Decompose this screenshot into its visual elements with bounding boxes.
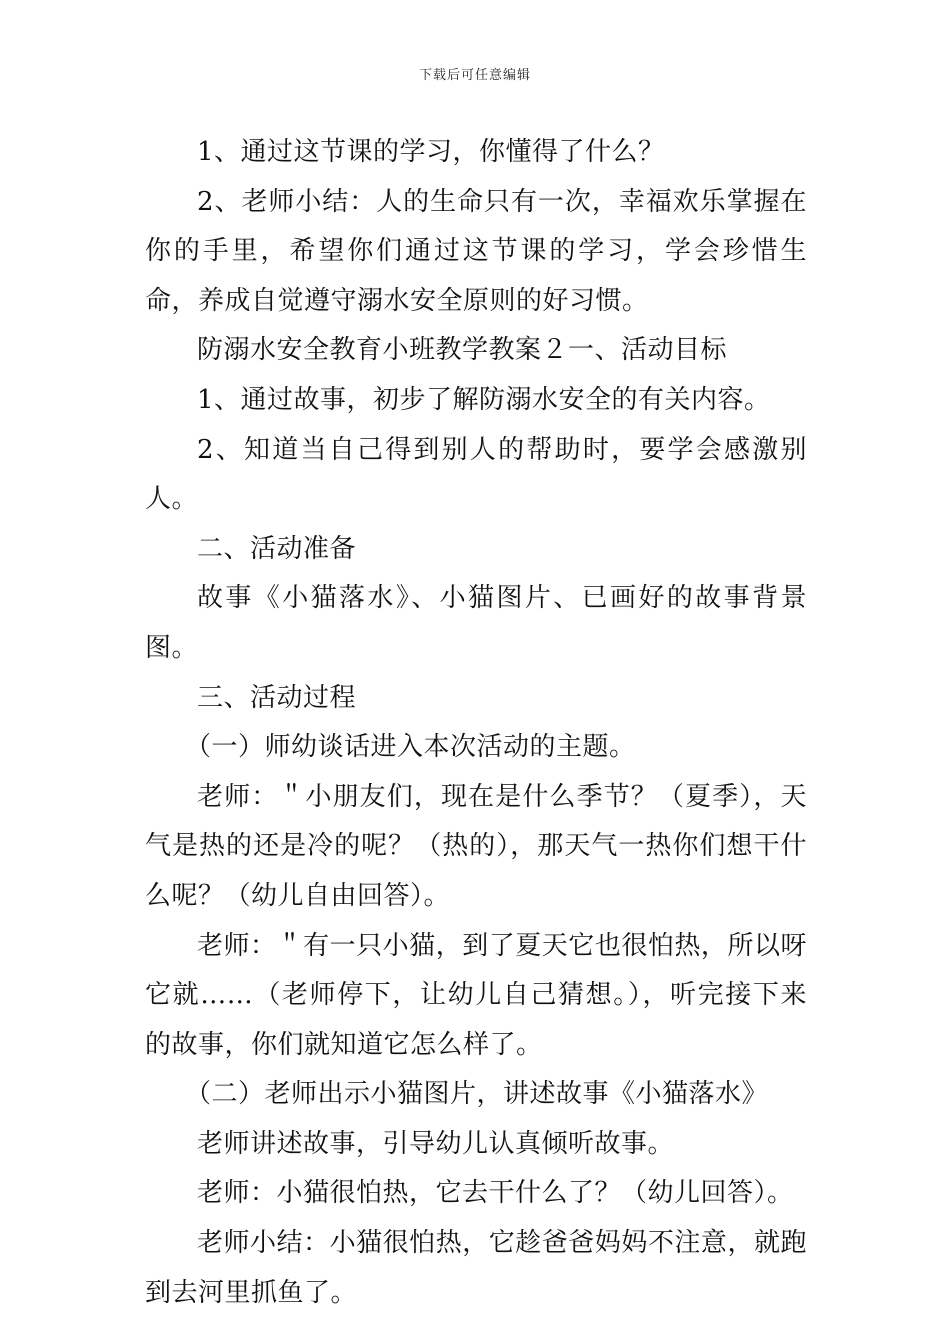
- paragraph-1: 1、通过这节课的学习，你懂得了什么？: [197, 137, 665, 167]
- paragraph-15: 老师小结：小猫很怕热，它趁爸爸妈妈不注意，就跑到去河里抓鱼了。: [145, 1228, 807, 1308]
- paragraph-9: （一）师幼谈话进入本次活动的主题。: [185, 732, 636, 763]
- paragraph-12: （二）老师出示小猫图片，讲述故事《小猫落水》: [185, 1079, 769, 1110]
- paragraph-4: 1、通过故事，初步了解防溺水安全的有关内容。: [197, 384, 771, 415]
- paragraph-3: 防溺水安全教育小班教学教案２一、活动目标: [197, 335, 728, 366]
- paragraph-5: 2、知道当自己得到别人的帮助时，要学会感激别人。: [145, 434, 807, 515]
- page-header-note: 下载后可任意编辑: [418, 68, 531, 83]
- paragraph-13: 老师讲述故事，引导幼儿认真倾听故事。: [197, 1128, 675, 1159]
- paragraph-2: 2、老师小结：人的生命只有一次，幸福欢乐掌握在你的手里，希望你们通过这节课的学习，学会珍惜生命，养成自觉遵守溺水安全原则的好习惯。: [145, 186, 807, 316]
- paragraph-6: 二、活动准备: [197, 533, 357, 564]
- paragraph-7: 故事《小猫落水》、小猫图片、已画好的故事背景图。: [145, 583, 807, 663]
- document-body: [145, 128, 807, 1318]
- paragraph-10: 老师：＂小朋友们，现在是什么季节？（夏季），天气是热的还是冷的呢？（热的），那天气一热你们想干什么呢？（幼儿自由回答）。: [145, 781, 807, 911]
- paragraph-8: 三、活动过程: [197, 682, 357, 713]
- paragraph-11: 老师：＂有一只小猫，到了夏天它也很怕热，所以呀它就……（老师停下，让幼儿自己猜想。），听完接下来的故事，你们就知道它怎么样了。: [145, 930, 807, 1060]
- paragraph-14: 老师：小猫很怕热，它去干什么了？（幼儿回答）。: [197, 1178, 794, 1209]
